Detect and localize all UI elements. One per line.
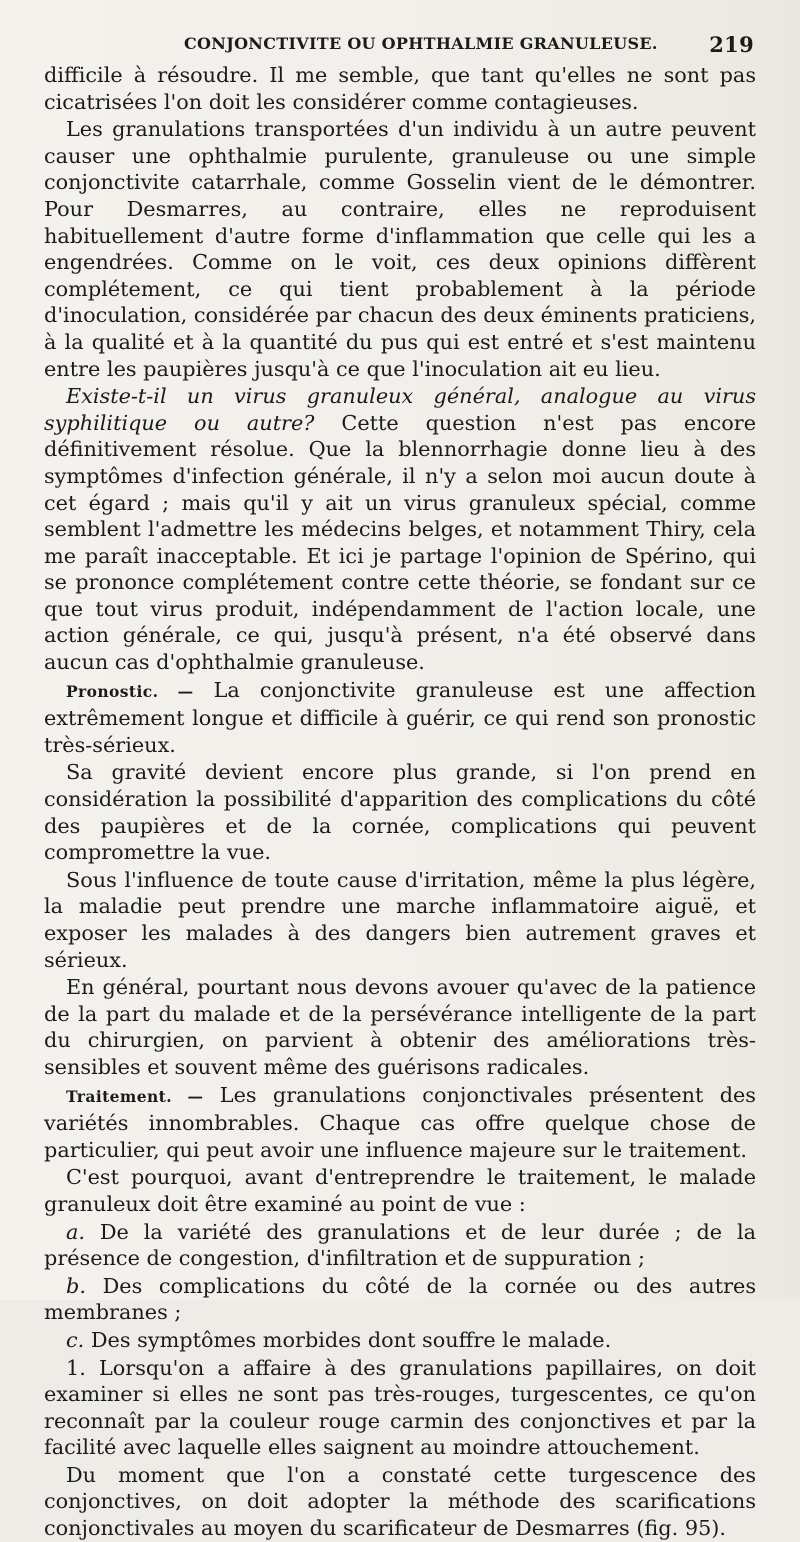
running-title: CONJONCTIVITE OU OPHTHALMIE GRANULEUSE. bbox=[184, 34, 658, 53]
section-lead-pronostic: Pronostic. — bbox=[66, 681, 194, 701]
paragraph: Sa gravité devient encore plus grande, si l'on prend en considération la possibilité d'apparition des complications du côté des paupières et de la cornée, complications qui peuvent compromettre la vue. bbox=[44, 760, 756, 865]
list-item-c bbox=[44, 1327, 756, 1354]
list-item-a bbox=[44, 1219, 756, 1272]
paragraph-traitement bbox=[44, 1082, 756, 1164]
paragraph: Du moment que l'on a constaté cette turgescence des conjonctives, on doit adopter la méthode des scarifications conjonctivales au moyen du scarificateur de Desmarres (fig. 95). bbox=[44, 1462, 756, 1541]
paragraph-text: Les granulations conjonctivales présentent des variétés innombrables. Chaque cas offre quelque chose de particulier, qui peut avoir une influence majeure sur le traitement. bbox=[44, 1082, 756, 1162]
paragraph: Sous l'influence de toute cause d'irritation, même la plus légère, la maladie peut prendre une marche inflammatoire aiguë, et exposer les malades à des dangers bien autrement graves et sérieux. bbox=[44, 867, 756, 972]
paragraph: 1. Lorsqu'on a affaire à des granulations papillaires, on doit examiner si elles ne sont pas très-rouges, turgescentes, ce qu'on reconnaît par la couleur rouge carmin des conjonctives et par la facilité avec laquelle elles saignent au moindre attouchement. bbox=[44, 1355, 756, 1460]
paragraph-pronostic bbox=[44, 677, 756, 759]
list-letter: a. bbox=[66, 1219, 86, 1244]
paragraph: En général, pourtant nous devons avouer qu'avec de la patience de la part du malade et de la persévérance intelligente de la part du chirurgien, on parvient à obtenir des améliorations très-sensibles et souvent même des guérisons radicales. bbox=[44, 975, 756, 1079]
list-text: Des complications du côté de la cornée ou des autres membranes ; bbox=[44, 1273, 756, 1325]
paragraph: C'est pourquoi, avant d'entreprendre le traitement, le malade granuleux doit être examiné au point de vue : bbox=[44, 1165, 756, 1216]
italic-question: Existe-t-il un virus granuleux général, analogue au virus syphilitique ou autre? bbox=[44, 384, 756, 435]
paragraph: difficile à résoudre. Il me semble, que tant qu'elles ne sont pas cicatrisées l'on doit les considérer comme contagieuses. bbox=[44, 63, 756, 114]
paragraph-virus-question bbox=[44, 383, 756, 676]
running-header bbox=[44, 32, 756, 62]
page-body bbox=[44, 62, 756, 1542]
section-lead-traitement: Traitement. — bbox=[66, 1086, 204, 1106]
list-letter: c. bbox=[66, 1327, 85, 1352]
paragraph-text: La conjonctivite granuleuse est une affection extrêmement longue et difficile à guérir, ce qui rend son pronostic très-sérieux. bbox=[44, 677, 757, 757]
list-text: De la variété des granulations et de leur durée ; de la présence de congestion, d'infiltration et de suppuration ; bbox=[44, 1219, 756, 1271]
list-text: Des symptômes morbides dont souffre le malade. bbox=[84, 1327, 612, 1352]
paragraph-text: Cette question n'est pas encore définitivement résolue. Que la blennorrhagie donne lieu à des symptômes d'infection générale, il n'y a selon moi aucun doute à cet égard ; mais qu'il y ait un virus granuleux spécial, comme semblent l'admettre les médecins belges, et notamment Thiry, cela me paraît inacceptable. Et ici je partage l'opinion de Spérino, qui se prononce complétement contre cette théorie, se fondant sur ce que tout virus produit, indépendamment de l'action locale, une action générale, ce qui, jusqu'à présent, n'a été observé dans aucun cas d'ophthalmie granuleuse. bbox=[44, 410, 757, 675]
paragraph: Les granulations transportées d'un individu à un autre peuvent causer une ophthalmie purulente, granuleuse ou une simple conjonctivite catarrhale, comme Gosselin vient de le démontrer. Pour Desmarres, au contraire, elles ne reproduisent habituellement d'autre forme d'inflammation que celle qui les a engendrées. Comme on le voit, ces deux opinions diffèrent complétement, ce qui tient probablement à la période d'inoculation, considérée par chacun des deux éminents praticiens, à la qualité et à la quantité du pus qui est entré et s'est maintenu entre les paupières jusqu'à ce que l'inoculation ait eu lieu. bbox=[44, 117, 756, 381]
page-number: 219 bbox=[709, 32, 754, 57]
list-letter: b. bbox=[66, 1273, 86, 1298]
list-item-b bbox=[44, 1273, 756, 1326]
